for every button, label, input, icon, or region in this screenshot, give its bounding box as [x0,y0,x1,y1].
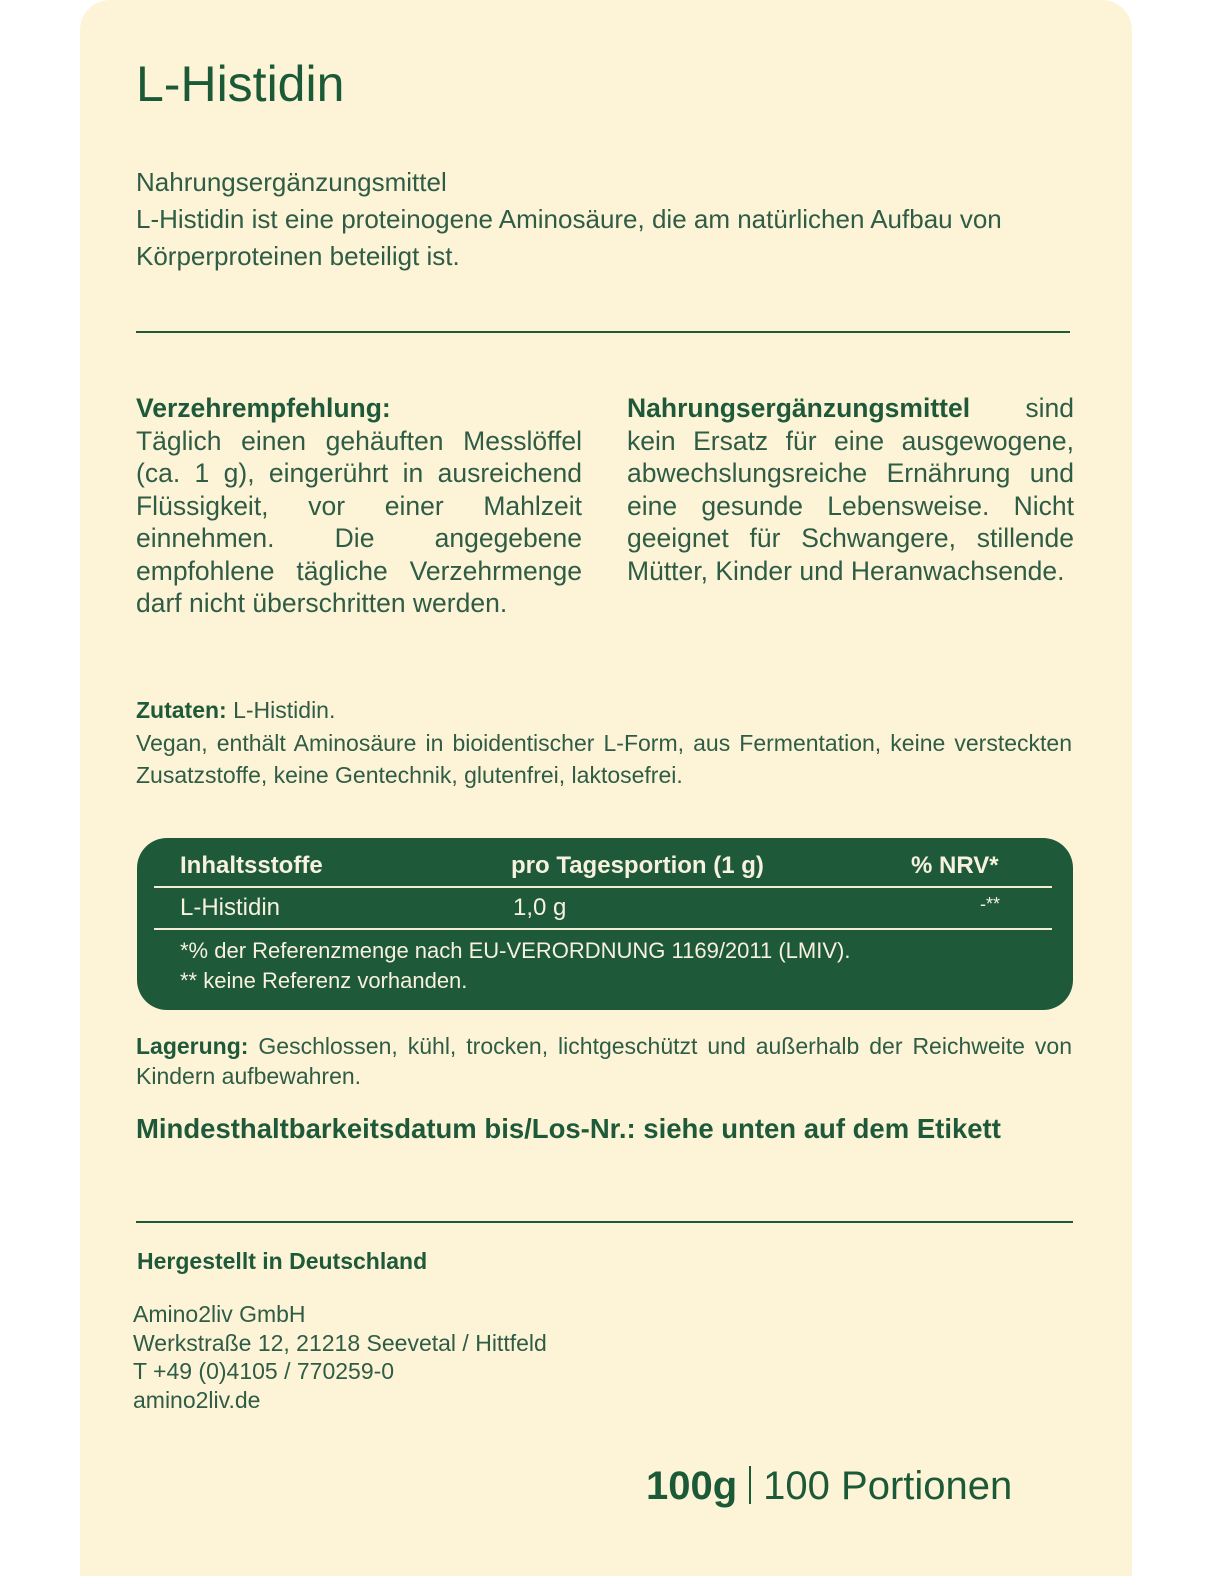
divider [136,1221,1073,1223]
recommendation-text: Täglich einen gehäuften Messlöffel (ca. 1 g), eingerührt in ausreichend Flüssigkeit, vor einer Mahlzeit einnehmen. Die angegebene empfohlene tägliche Verzehrmenge darf nicht überschritten werden. [136,425,582,618]
table-divider [154,886,1052,888]
ingredients-value: L-Histidin. [233,697,336,723]
ingredients-section [136,694,1072,792]
company-street: Werkstraße 12, 21218 Seevetal / Hittfeld [133,1329,547,1356]
package-weight: 100g [646,1464,738,1508]
ingredients-note: Vegan, enthält Aminosäure in bioidentischer L-Form, aus Fermentation, keine versteckten Zusatzstoffe, keine Gentechnik, glutenfrei, laktosefrei. [136,729,1072,788]
product-category: Nahrungsergänzungsmittel [136,167,447,197]
warning-section [627,392,1074,587]
table-row-nrv: -** [980,894,1001,914]
divider [136,331,1070,333]
table-header-amount: pro Tagesportion (1 g) [511,852,764,879]
table-footnote-1: *% der Referenzmenge nach EU-VERORDNUNG 1169/2011 (LMIV). [180,938,851,963]
product-intro [136,164,1081,275]
recommendation-heading: Verzehrempfehlung: [136,393,391,423]
table-row-amount: 1,0 g [513,894,567,921]
storage-label: Lagerung: [136,1033,249,1059]
manufacturer-address [133,1300,547,1414]
company-name: Amino2liv GmbH [133,1301,306,1327]
best-before-note: Mindesthaltbarkeitsdatum bis/Los-Nr.: siehe unten auf dem Etikett [136,1113,1001,1144]
company-website: amino2liv.de [133,1386,261,1413]
product-title: L-Histidin [136,56,345,112]
table-header-ingredient: Inhaltsstoffe [180,852,323,879]
nutrition-table [137,838,1073,1010]
company-phone: T +49 (0)4105 / 770259-0 [133,1358,395,1384]
package-portions: 100 Portionen [763,1464,1013,1508]
package-info [646,1464,1012,1509]
storage-text: Geschlossen, kühl, trocken, lichtgeschützt und außerhalb der Reichweite von Kindern aufbewahren. [136,1033,1072,1089]
separator [749,1466,751,1504]
recommendation-section [136,392,582,620]
warning-heading: Nahrungsergänzungsmittel [627,393,971,423]
table-header-nrv: % NRV* [911,852,999,879]
ingredients-label: Zutaten: [136,697,227,723]
table-row-name: L-Histidin [180,894,281,921]
made-in: Hergestellt in Deutschland [137,1248,428,1274]
storage-section [136,1031,1072,1091]
product-description: L-Histidin ist eine proteinogene Aminosäure, die am natürlichen Aufbau von Körperproteinen beteiligt ist. [136,204,1002,271]
table-divider [154,928,1052,930]
warning-text: sind kein Ersatz für eine ausgewogene, abwechslungsreiche Ernährung und eine gesunde Lebensweise. Nicht geeignet für Schwangere, stillende Mütter, Kinder und Heranwachsende. [627,393,1074,586]
table-footnote-2: ** keine Referenz vorhanden. [180,968,468,993]
